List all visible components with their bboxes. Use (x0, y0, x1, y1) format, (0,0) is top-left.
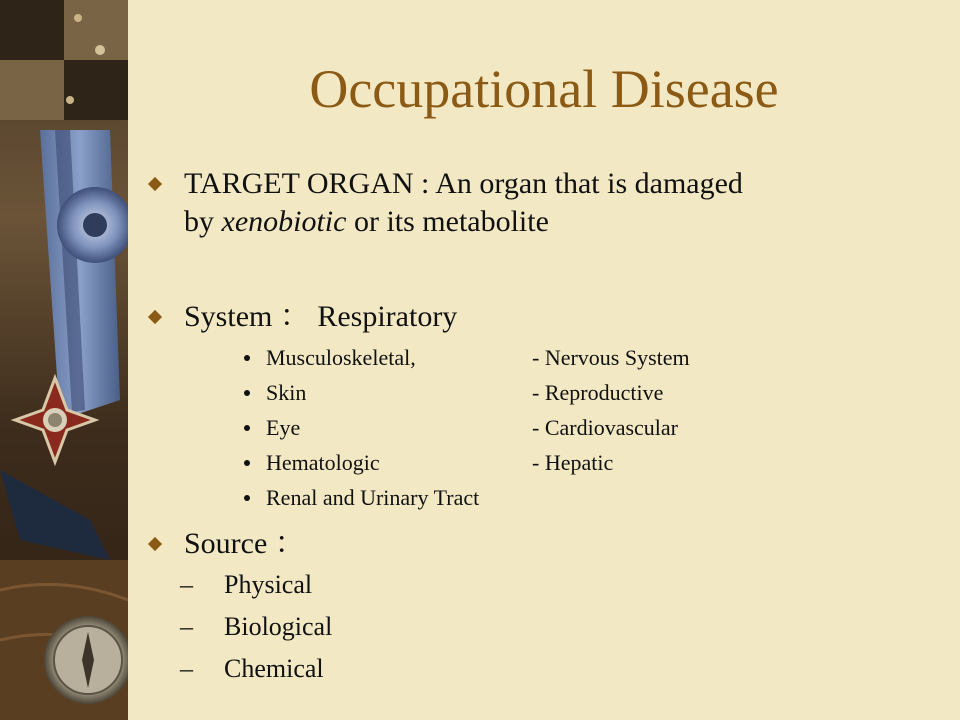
dash-bullet: – (180, 654, 193, 683)
target-organ-line1: TARGET ORGAN : An organ that is damaged (184, 167, 743, 200)
source-item-text: Chemical (224, 654, 324, 683)
dot-bullet-icon (244, 425, 250, 431)
diamond-bullet-icon (148, 177, 162, 191)
medal-collage-graphic (0, 0, 128, 720)
system-right: - Hepatic (532, 450, 614, 475)
dash-bullet: – (180, 570, 193, 599)
dash-bullet: – (180, 612, 193, 641)
system-left: Renal and Urinary Tract (266, 485, 480, 510)
diamond-bullet-icon (148, 310, 162, 324)
diamond-bullet-icon (148, 537, 162, 551)
slide-title: Occupational Disease (309, 59, 779, 119)
system-text: System ： Respiratory (184, 300, 458, 333)
dot-bullet-icon (244, 390, 250, 396)
system-left: Eye (266, 415, 301, 440)
system-left: Musculoskeletal, (266, 345, 416, 370)
source-text: Source ： (184, 527, 305, 560)
system-right: - Nervous System (532, 345, 690, 370)
system-right: - Cardiovascular (532, 415, 678, 440)
dot-bullet-icon (244, 460, 250, 466)
target-organ-line2 (184, 203, 549, 241)
system-left: Hematologic (266, 450, 380, 475)
target-organ-line2-part2: or its metabolite (346, 205, 549, 238)
target-organ-line2-part1: by (184, 205, 222, 238)
system-right: - Reproductive (532, 380, 664, 405)
dot-bullet-icon (244, 355, 250, 361)
xenobiotic-term: xenobiotic (221, 205, 347, 238)
decorative-medal-image (0, 0, 128, 720)
system-left: Skin (266, 380, 307, 405)
source-item-text: Physical (224, 570, 313, 599)
source-item-text: Biological (224, 612, 333, 641)
dot-bullet-icon (244, 495, 250, 501)
